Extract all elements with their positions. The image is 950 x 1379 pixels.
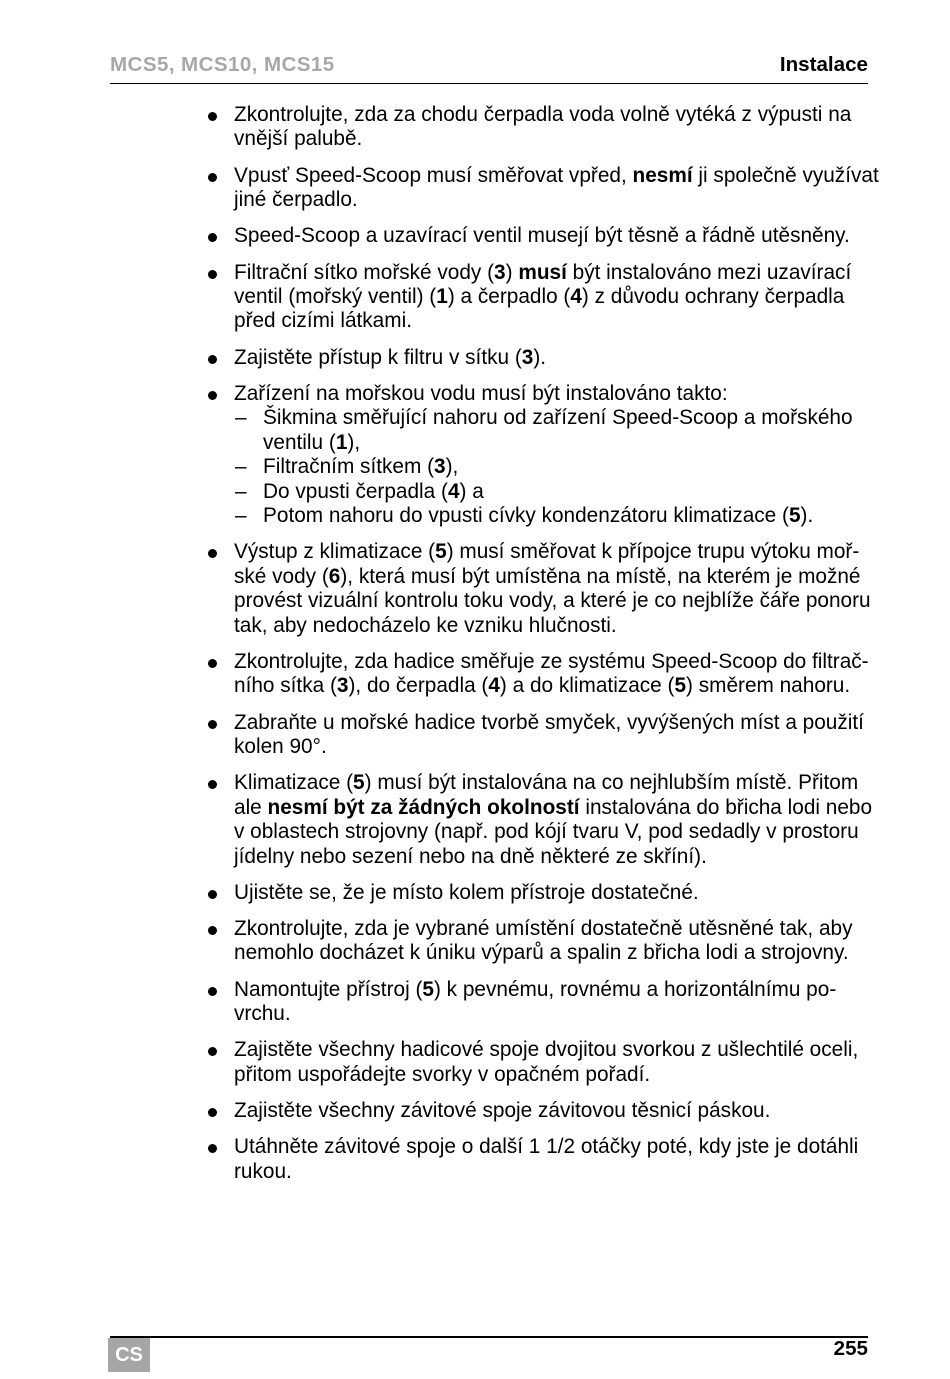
text-line bbox=[234, 650, 950, 674]
text-segment: ), do čerpadla ( bbox=[348, 674, 489, 698]
bullet-icon bbox=[208, 1108, 217, 1117]
bullet-icon bbox=[208, 926, 217, 935]
list-item bbox=[0, 261, 950, 334]
text-line bbox=[234, 820, 950, 844]
list-item bbox=[0, 103, 950, 152]
bullet-icon bbox=[208, 112, 217, 121]
text-line bbox=[234, 382, 950, 406]
bold-text: 5 bbox=[788, 504, 801, 528]
list-item bbox=[0, 917, 950, 966]
text-segment: Zkontrolujte, zda je vybrané umístění dostatečně utěsněné tak, aby bbox=[234, 917, 853, 941]
text-line bbox=[234, 224, 950, 248]
text-segment: Zajistěte přístup k filtru v sítku ( bbox=[234, 345, 522, 369]
text-segment: jídelny nebo sezení nebo na dně některé ze skříní). bbox=[234, 844, 707, 868]
text-line bbox=[234, 941, 950, 965]
bold-text: 5 bbox=[674, 674, 687, 698]
text-segment: Do vpusti čerpadla ( bbox=[263, 479, 448, 503]
list-item bbox=[0, 346, 950, 370]
text-segment: Filtrační sítko mořské vody ( bbox=[234, 260, 495, 284]
bold-text: 4 bbox=[447, 479, 460, 503]
text-segment: ního sítka ( bbox=[234, 674, 337, 698]
text-line bbox=[234, 103, 950, 127]
text-segment: ). bbox=[533, 345, 547, 369]
bold-text: 4 bbox=[570, 285, 582, 309]
text-segment: být instalováno mezi uzavírací bbox=[566, 260, 852, 284]
sub-list-item bbox=[234, 455, 950, 479]
text-segment: ) z důvodu ochrany čerpadla bbox=[581, 285, 845, 309]
bold-text: 3 bbox=[494, 260, 506, 284]
bold-text: 1 bbox=[436, 285, 448, 309]
text-segment: Klimatizace ( bbox=[234, 771, 354, 795]
sub-list-item bbox=[234, 406, 950, 455]
sub-list-item bbox=[234, 480, 950, 504]
bold-text: musí bbox=[518, 260, 567, 284]
instruction-list bbox=[0, 103, 950, 1196]
text-line bbox=[234, 796, 950, 820]
text-line bbox=[234, 845, 950, 869]
text-segment: ). bbox=[800, 504, 814, 528]
text-segment: ventil (mořský ventil) ( bbox=[234, 285, 437, 309]
bullet-icon bbox=[208, 233, 217, 242]
page-number: 255 bbox=[833, 1337, 868, 1360]
text-line bbox=[234, 614, 950, 638]
text-segment: Zabraňte u mořské hadice tvorbě smyček, vyvýšených míst a použití bbox=[234, 710, 864, 734]
text-segment: v oblastech strojovny (např. pod kójí tvaru V, pod sedadly v prostoru bbox=[234, 820, 859, 844]
language-badge: CS bbox=[108, 1338, 150, 1372]
text-segment: Šikmina směřující nahoru od zařízení Speed-Scoop a mořského bbox=[263, 406, 853, 430]
text-segment: Potom nahoru do vpusti cívky kondenzátoru klimatizace ( bbox=[263, 504, 789, 528]
footer-rule bbox=[110, 1336, 868, 1338]
bullet-icon bbox=[208, 890, 217, 899]
text-line bbox=[234, 188, 950, 212]
text-line bbox=[234, 771, 950, 795]
text-line bbox=[234, 1038, 950, 1062]
list-item bbox=[0, 978, 950, 1027]
text-segment: Filtračním sítkem ( bbox=[263, 455, 435, 479]
list-item bbox=[0, 711, 950, 760]
text-line bbox=[234, 261, 950, 285]
text-segment: ) k pevnému, rovnému a horizontálnímu po- bbox=[433, 977, 837, 1001]
text-segment: ji společně využívat bbox=[692, 163, 879, 187]
list-item bbox=[0, 881, 950, 905]
text-segment: přitom uspořádejte svorky v opačném pořadí. bbox=[234, 1062, 651, 1086]
text-line bbox=[234, 881, 950, 905]
text-line bbox=[234, 164, 950, 188]
text-segment: Zajistěte všechny závitové spoje závitovou těsnicí páskou. bbox=[234, 1099, 771, 1123]
text-segment: nemohlo docházet k úniku výparů a spalin z břicha lodi a strojovny. bbox=[234, 941, 849, 965]
bullet-icon bbox=[208, 173, 217, 182]
bullet-icon bbox=[208, 720, 217, 729]
bullet-icon bbox=[208, 659, 217, 668]
text-segment: vnější palubě. bbox=[234, 127, 363, 151]
text-segment: provést vizuální kontrolu toku vody, a které je co nejblíže čáře ponoru bbox=[234, 589, 871, 613]
running-header-models: MCS5, MCS10, MCS15 bbox=[110, 53, 335, 76]
text-segment: rukou. bbox=[234, 1159, 292, 1183]
bullet-icon bbox=[208, 355, 217, 364]
text-line bbox=[234, 674, 950, 698]
bold-text: 4 bbox=[488, 674, 500, 698]
text-segment: před cizími látkami. bbox=[234, 309, 412, 333]
bold-text: 3 bbox=[434, 455, 446, 479]
text-segment: Zkontrolujte, zda hadice směřuje ze systému Speed-Scoop do filtrač- bbox=[234, 649, 869, 673]
text-line bbox=[234, 1135, 950, 1159]
text-segment: Výstup z klimatizace ( bbox=[234, 540, 436, 564]
list-item bbox=[0, 540, 950, 638]
section-title: Instalace bbox=[779, 53, 868, 76]
text-segment: ) a do klimatizace ( bbox=[499, 674, 675, 698]
text-segment: ) musí být instalována na co nejhlubším místě. Přitom bbox=[364, 771, 859, 795]
bold-text: 5 bbox=[353, 771, 365, 795]
text-line bbox=[234, 309, 950, 333]
text-segment: Ujistěte se, že je místo kolem přístroje dostatečné. bbox=[234, 880, 699, 904]
text-line bbox=[234, 735, 950, 759]
text-segment: ), bbox=[347, 430, 361, 454]
list-item bbox=[0, 650, 950, 699]
text-line bbox=[263, 455, 950, 479]
text-line bbox=[234, 1063, 950, 1087]
text-segment: Vpusť Speed-Scoop musí směřovat vpřed, bbox=[234, 163, 633, 187]
text-line bbox=[234, 540, 950, 564]
text-segment: ventilu ( bbox=[263, 430, 336, 454]
list-item bbox=[0, 1099, 950, 1123]
text-segment: ) a čerpadlo ( bbox=[447, 285, 571, 309]
bold-text: 5 bbox=[422, 977, 434, 1001]
text-line bbox=[234, 917, 950, 941]
text-segment: ) směrem nahoru. bbox=[686, 674, 851, 698]
text-segment: Zajistěte všechny hadicové spoje dvojitou svorkou z ušlechtilé oceli, bbox=[234, 1038, 859, 1062]
bullet-icon bbox=[208, 391, 217, 400]
text-line bbox=[234, 565, 950, 589]
text-line bbox=[234, 1099, 950, 1123]
dash-marker: – bbox=[235, 504, 247, 528]
text-line bbox=[234, 978, 950, 1002]
text-segment: tak, aby nedocházelo ke vzniku hlučnosti. bbox=[234, 613, 617, 637]
bullet-icon bbox=[208, 270, 217, 279]
dash-marker: – bbox=[235, 455, 247, 479]
text-line bbox=[234, 711, 950, 735]
text-line bbox=[234, 1002, 950, 1026]
list-item bbox=[0, 1135, 950, 1184]
text-line bbox=[263, 480, 950, 504]
text-segment: Zařízení na mořskou vodu musí být instalováno takto: bbox=[234, 381, 728, 405]
text-line bbox=[234, 127, 950, 151]
header-rule bbox=[110, 83, 868, 84]
list-item bbox=[0, 164, 950, 213]
text-segment: ské vody ( bbox=[234, 564, 329, 588]
text-segment: ) a bbox=[459, 479, 484, 503]
text-segment: Namontujte přístroj ( bbox=[234, 977, 423, 1001]
bold-text: 1 bbox=[335, 430, 348, 454]
bullet-icon bbox=[208, 549, 217, 558]
text-line bbox=[263, 406, 950, 430]
list-item bbox=[0, 224, 950, 248]
text-segment: ) bbox=[505, 260, 519, 284]
text-line bbox=[263, 504, 950, 528]
text-segment: Utáhněte závitové spoje o další 1 1/2 otáčky poté, kdy jste je dotáhli bbox=[234, 1135, 859, 1159]
text-segment: Speed-Scoop a uzavírací ventil musejí být těsně a řádně utěsněny. bbox=[234, 224, 850, 248]
text-segment: ) musí směřovat k přípojce trupu výtoku moř- bbox=[446, 540, 860, 564]
text-segment: instalována do břicha lodi nebo bbox=[579, 795, 873, 819]
text-segment: ), bbox=[445, 455, 459, 479]
text-line bbox=[234, 589, 950, 613]
text-segment: kolen 90°. bbox=[234, 735, 327, 758]
bullet-icon bbox=[208, 780, 217, 789]
text-segment: Zkontrolujte, zda za chodu čerpadla voda volně vytéká z výpusti na bbox=[234, 103, 852, 126]
dash-marker: – bbox=[235, 479, 247, 503]
bold-text: 3 bbox=[521, 345, 534, 369]
sub-list-item bbox=[234, 504, 950, 528]
dash-marker: – bbox=[235, 406, 247, 430]
text-line bbox=[234, 346, 950, 370]
text-segment: vrchu. bbox=[234, 1002, 291, 1026]
text-line bbox=[263, 431, 950, 455]
bullet-icon bbox=[208, 987, 217, 996]
text-segment: ale bbox=[234, 795, 268, 819]
bold-text: nesmí být za žádných okolností bbox=[267, 795, 580, 819]
bold-text: 5 bbox=[435, 540, 447, 564]
bullet-icon bbox=[208, 1047, 217, 1056]
bold-text: 6 bbox=[328, 564, 341, 588]
text-line bbox=[234, 285, 950, 309]
list-item bbox=[0, 1038, 950, 1087]
text-segment: jiné čerpadlo. bbox=[234, 188, 358, 212]
text-segment: ), která musí být umístěna na místě, na kterém je možné bbox=[340, 564, 861, 588]
text-line bbox=[234, 1160, 950, 1184]
bold-text: 3 bbox=[336, 674, 349, 698]
bullet-icon bbox=[208, 1144, 217, 1153]
list-item bbox=[0, 771, 950, 869]
bold-text: nesmí bbox=[632, 163, 693, 187]
list-item bbox=[0, 382, 950, 529]
